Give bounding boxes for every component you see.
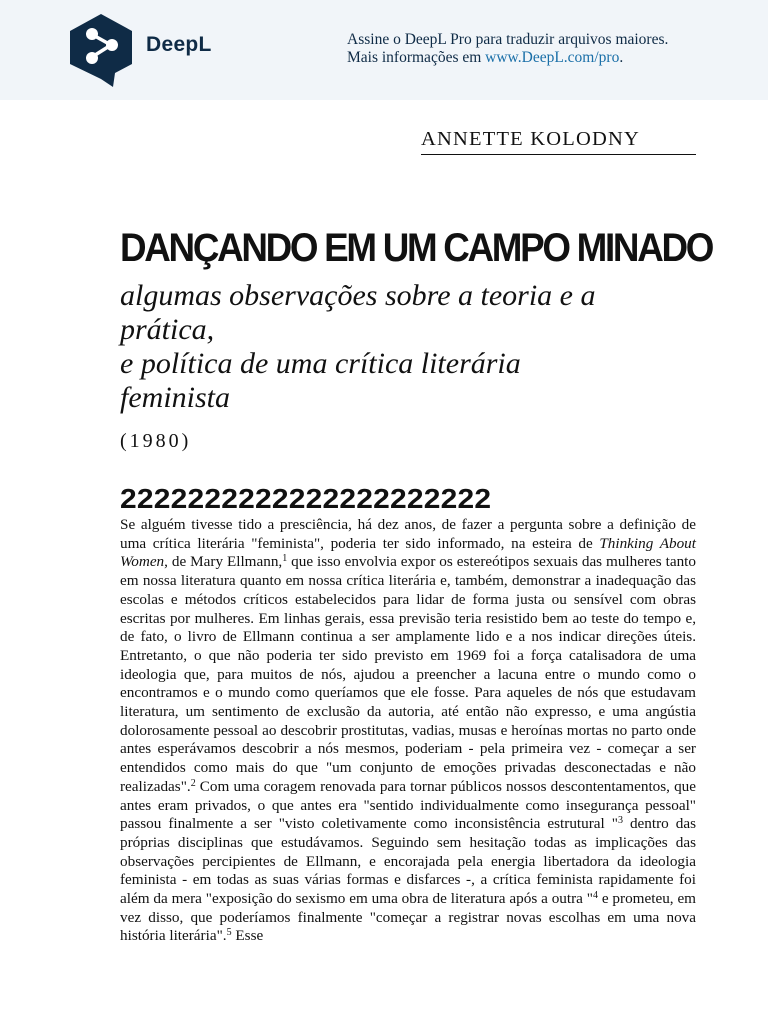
body-paragraph: [120, 516, 696, 946]
document-subtitle: [120, 279, 680, 415]
brand-name: DeepL: [146, 33, 212, 56]
share-network-icon: [66, 12, 136, 88]
subtitle-line: prática,: [120, 313, 215, 346]
deepl-promo-banner: [0, 0, 768, 100]
footnote-marker[interactable]: 3: [617, 815, 623, 827]
promo-line-1: Assine o DeepL Pro para traduzir arquivos maiores.: [347, 31, 669, 48]
text-segment: que isso envolvia expor os estereótipos sexuais das mulheres tanto em nossa literatura quanto em nossa crítica literária e, também, demonstrar a inadequação das escolas e métodos críticos estabelecidos para lidar de forma justa ou sensível com obras escritas por mulheres. Em linhas gerais, essa previsão teria resistido bem ao teste do tempo e, de fato, o livro de Ellmann continua a ser amplamente lido e a nos indicar direções úteis. Entretanto, o que não poderia ter sido previsto em 1969 foi a força catalisadora de uma ideologia que, para muitos de nós, ajudou a preencher a lacuna entre o mundo como o encontramos e o mundo como queríamos que ele fosse. Para aqueles de nós que estudavam literatura, um sentimento de exclusão da autoria, até então não expresso, e uma angústia dolorosamente pessoal ao descobrir prostitutas, vadias, musas e heroínas mortas no parto onde antes esperávamos descobrir a nós mesmos, poderiam - pela primeira vez - começar a ser entendidos como mais do que "um conjunto de emoções privadas desconectadas e não realizadas".: [120, 553, 696, 795]
promo-message: [347, 31, 757, 67]
footnote-marker[interactable]: 2: [190, 777, 196, 789]
text-segment: , de Mary Ellmann,: [164, 553, 283, 571]
text-segment: Se alguém tivesse tido a presciência, há dez anos, de fazer a pergunta sobre a definição de uma crítica literária "feminista", poderia ter sido informado, na esteira de: [120, 516, 696, 552]
subtitle-line: e política de uma crítica literária: [120, 347, 521, 380]
section-divider: 2222222222222222222222: [120, 484, 492, 514]
promo-line-2-suffix: .: [619, 49, 624, 66]
footnote-marker[interactable]: 5: [226, 927, 232, 939]
promo-line-2-prefix: Mais informações em: [347, 49, 486, 66]
text-segment: e prometeu, em vez disso, que poderíamos finalmente "começar a registrar novas escolhas em uma nova história literária".: [120, 890, 696, 945]
text-segment: Esse: [231, 927, 264, 945]
author-name: ANNETTE KOLODNY: [421, 128, 696, 155]
publication-year: (1980): [120, 430, 192, 452]
paragraph-text: [120, 516, 696, 946]
book-title: Thinking About Women: [120, 534, 696, 571]
subtitle-line: feminista: [120, 381, 230, 414]
promo-line-2: [347, 49, 757, 67]
deepl-logo[interactable]: [66, 12, 136, 88]
subtitle-line: algumas observações sobre a teoria e a: [120, 279, 596, 312]
footnote-marker[interactable]: 4: [592, 890, 598, 902]
text-segment: Com uma coragem renovada para tornar públicos nossos descontentamentos, que antes eram privados, o que antes era "sentido individualmente como insegurança pessoal" passou finalmente a ser "visto coletivamente como inconsistência estrutural ": [120, 777, 696, 833]
deepl-pro-link[interactable]: www.DeepL.com/pro: [485, 49, 620, 66]
document-title: DANÇANDO EM UM CAMPO MINADO: [120, 226, 713, 270]
text-segment: dentro das próprias disciplinas que estudávamos. Seguindo sem hesitação todas as implicações das observações percipientes de Ellmann, e encorajada pela energia libertadora da ideologia feminista - em todas as suas várias formas e disfarces -, a crítica feminista rapidamente foi além da mera "exposição do sexismo em uma obra de literatura após a outra ": [120, 815, 697, 908]
footnote-marker[interactable]: 1: [282, 553, 288, 565]
